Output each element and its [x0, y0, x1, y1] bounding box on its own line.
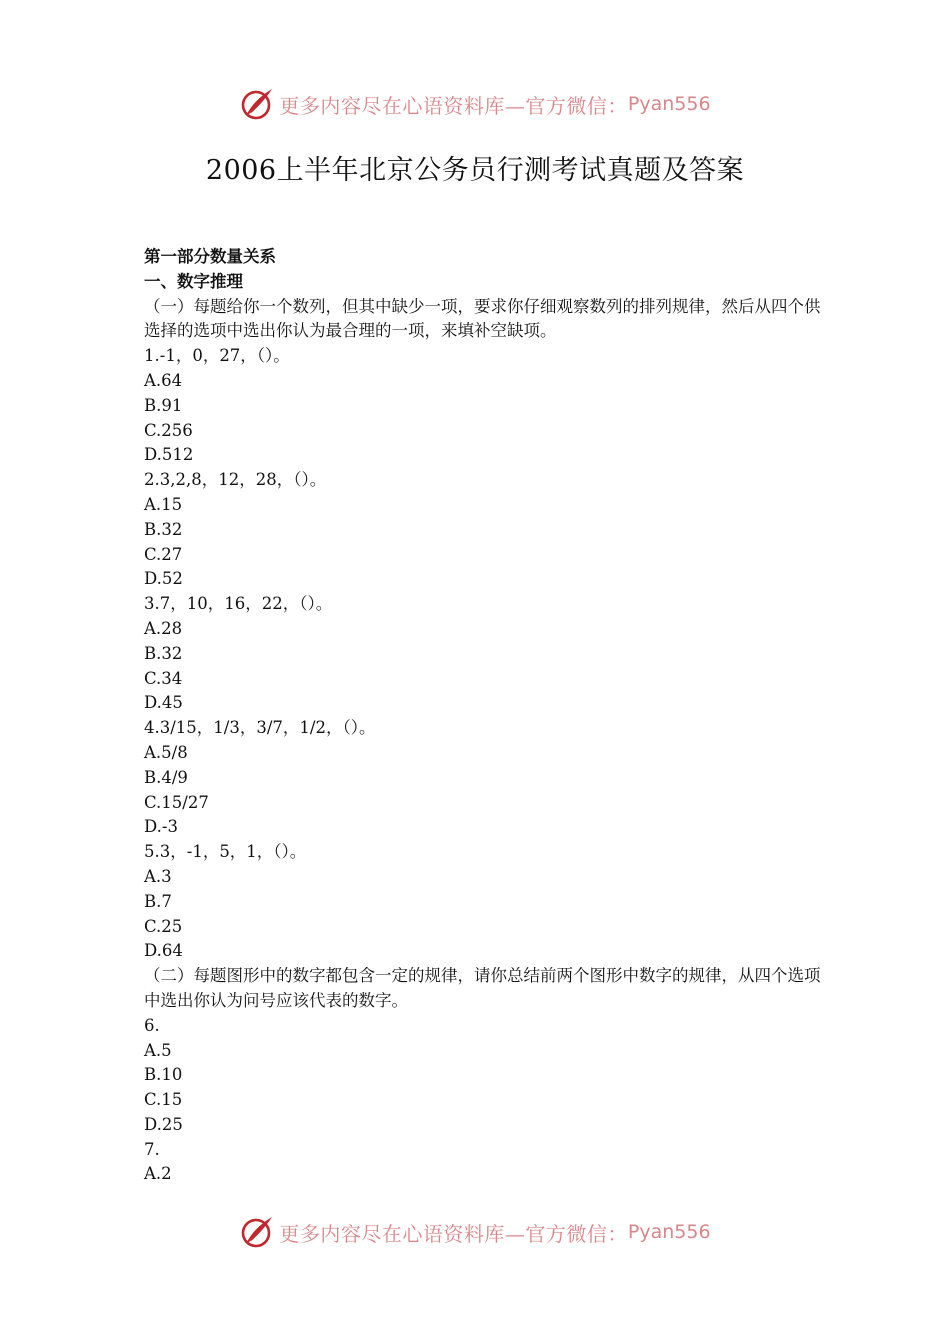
quill-logo-icon [239, 1214, 275, 1250]
document-body [144, 245, 824, 1187]
banner-wechat-id: Pyan556 [627, 1221, 711, 1243]
question-2-stem: 2.3,2,8，12，28，（）。 [144, 470, 327, 490]
question-4-option-d: D.-3 [144, 817, 178, 837]
question-6-option-a: A.5 [144, 1040, 172, 1060]
instruction-paragraph-2: （二）每题图形中的数字都包含一定的规律，请你总结前两个图形中数字的规律，从四个选项中选出你认为问号应该代表的数字。 [144, 966, 821, 1010]
question-5-option-d: D.64 [144, 941, 183, 961]
question-1-option-d: D.512 [144, 445, 194, 465]
question-3-option-d: D.45 [144, 693, 183, 713]
question-4-option-a: A.5/8 [144, 742, 188, 762]
question-2-option-b: B.32 [144, 519, 183, 539]
question-5-option-b: B.7 [144, 891, 172, 911]
question-6-option-d: D.25 [144, 1114, 183, 1134]
question-4-stem: 4.3/15，1/3，3/7，1/2，（）。 [144, 718, 376, 738]
question-3-option-c: C.34 [144, 668, 183, 688]
banner-text: 更多内容尽在心语资料库—官方微信： [279, 93, 628, 118]
question-7-stem: 7. [144, 1139, 160, 1159]
question-5-option-c: C.25 [144, 916, 183, 936]
footer-banner [0, 1210, 950, 1254]
subsection-title: 一、数字推理 [144, 271, 243, 291]
question-2-option-a: A.15 [144, 494, 183, 514]
question-4-option-b: B.4/9 [144, 767, 188, 787]
question-1-option-a: A.64 [144, 370, 183, 390]
instruction-paragraph-1: （一）每题给你一个数列，但其中缺少一项，要求你仔细观察数列的排列规律，然后从四个供选择的选项中选出你认为最合理的一项，来填补空缺项。 [144, 296, 821, 341]
header-banner [0, 82, 950, 126]
question-3-stem: 3.7，10，16，22，（）。 [144, 594, 333, 614]
question-2-option-c: C.27 [144, 544, 183, 564]
question-5-stem: 5.3，-1，5，1，（）。 [144, 842, 307, 862]
section-title: 第一部分数量关系 [144, 247, 276, 266]
question-7-option-a: A.2 [144, 1164, 172, 1184]
question-1-stem: 1.-1，0，27，（）。 [144, 346, 290, 366]
question-1-option-b: B.91 [144, 395, 183, 415]
question-3-option-b: B.32 [144, 643, 183, 663]
question-2-option-d: D.52 [144, 569, 183, 589]
quill-logo-icon [239, 86, 275, 122]
question-6-stem: 6. [144, 1015, 160, 1035]
document-title: 2006上半年北京公务员行测考试真题及答案 [205, 155, 745, 186]
question-6-option-b: B.10 [144, 1065, 183, 1085]
question-1-option-c: C.256 [144, 420, 193, 440]
banner-wechat-id: Pyan556 [627, 93, 711, 115]
banner-text: 更多内容尽在心语资料库—官方微信： [279, 1221, 628, 1246]
question-5-option-a: A.3 [144, 866, 172, 886]
question-3-option-a: A.28 [144, 618, 183, 638]
question-4-option-c: C.15/27 [144, 792, 209, 812]
question-6-option-c: C.15 [144, 1090, 183, 1110]
